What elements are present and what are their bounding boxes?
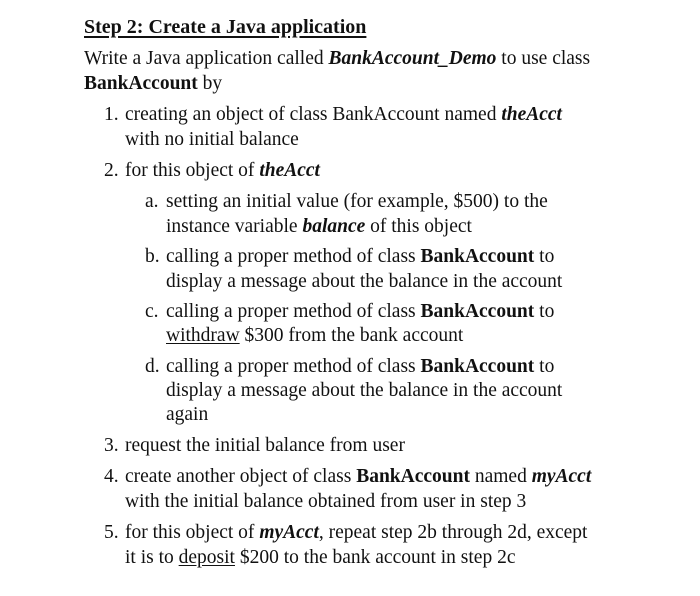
subitem-c-marker: c. bbox=[145, 301, 159, 322]
subitem-b-marker: b. bbox=[145, 246, 160, 267]
class-name-bankaccount: BankAccount bbox=[356, 466, 470, 487]
subitem-d-marker: d. bbox=[145, 356, 160, 377]
item-1-line-1 bbox=[125, 104, 562, 126]
item-text: $300 from the bank account bbox=[239, 325, 464, 346]
item-text: of this object bbox=[365, 216, 472, 237]
item-3-marker: 3. bbox=[104, 435, 119, 456]
intro-text: to use class bbox=[496, 48, 591, 69]
intro-text: Write a Java application called bbox=[84, 48, 329, 69]
item-2-marker: 2. bbox=[104, 160, 119, 181]
class-name-demo: BankAccount_Demo bbox=[328, 48, 497, 69]
item-text: instance variable bbox=[166, 216, 303, 237]
class-name-bankaccount: BankAccount bbox=[420, 356, 535, 377]
item-5-line-2 bbox=[125, 547, 516, 569]
item-4-line-2: with the initial balance obtained from user in step 3 bbox=[125, 491, 527, 512]
item-text: for this object of bbox=[125, 522, 260, 543]
subitem-d-line-1 bbox=[166, 356, 554, 378]
intro-line-1 bbox=[84, 48, 590, 70]
item-text: to bbox=[534, 301, 555, 322]
item-text: creating an object of class BankAccount named bbox=[125, 104, 502, 125]
item-text: calling a proper method of class bbox=[166, 356, 421, 377]
subitem-a-line-1: setting an initial value (for example, $500) to the bbox=[166, 191, 548, 212]
object-name: theAcct bbox=[259, 160, 320, 181]
item-5-line-1 bbox=[125, 522, 587, 544]
item-text: it is to bbox=[125, 547, 179, 568]
subitem-c-line-1 bbox=[166, 301, 554, 323]
subitem-d-line-3: again bbox=[166, 404, 209, 425]
intro-text: by bbox=[197, 73, 223, 94]
step-heading: Step 2: Create a Java application bbox=[84, 16, 367, 38]
deposit-term: deposit bbox=[178, 547, 235, 568]
item-1-line-2: with no initial balance bbox=[125, 129, 299, 150]
item-4-marker: 4. bbox=[104, 466, 119, 487]
class-name-bankaccount: BankAccount bbox=[420, 246, 535, 267]
item-2-line-1 bbox=[125, 160, 320, 182]
item-text: calling a proper method of class bbox=[166, 246, 421, 267]
object-name: myAcct bbox=[531, 466, 592, 487]
item-1-marker: 1. bbox=[104, 104, 119, 125]
item-text: for this object of bbox=[125, 160, 260, 181]
class-name-bankaccount: BankAccount bbox=[420, 301, 535, 322]
item-text: create another object of class bbox=[125, 466, 357, 487]
subitem-a-marker: a. bbox=[145, 191, 159, 212]
item-text: $200 to the bank account in step 2c bbox=[234, 547, 516, 568]
subitem-a-line-2 bbox=[166, 216, 472, 238]
item-4-line-1 bbox=[125, 466, 591, 488]
variable-name: balance bbox=[302, 216, 366, 237]
intro-line-2 bbox=[84, 73, 222, 95]
item-text: to bbox=[534, 356, 555, 377]
object-name: theAcct bbox=[501, 104, 562, 125]
withdraw-term: withdraw bbox=[166, 325, 240, 346]
object-name: myAcct bbox=[259, 522, 319, 543]
subitem-b-line-2: display a message about the balance in the account bbox=[166, 271, 563, 292]
subitem-d-line-2: display a message about the balance in the account bbox=[166, 380, 563, 401]
item-5-marker: 5. bbox=[104, 522, 119, 543]
class-name-bankaccount: BankAccount bbox=[84, 73, 198, 94]
subitem-c-line-2 bbox=[166, 325, 463, 347]
subitem-b-line-1 bbox=[166, 246, 554, 268]
item-text: named bbox=[469, 466, 532, 487]
item-3-line-1: request the initial balance from user bbox=[125, 435, 405, 456]
item-text: to bbox=[534, 246, 555, 267]
item-text: calling a proper method of class bbox=[166, 301, 421, 322]
item-text: , repeat step 2b through 2d, except bbox=[318, 522, 588, 543]
